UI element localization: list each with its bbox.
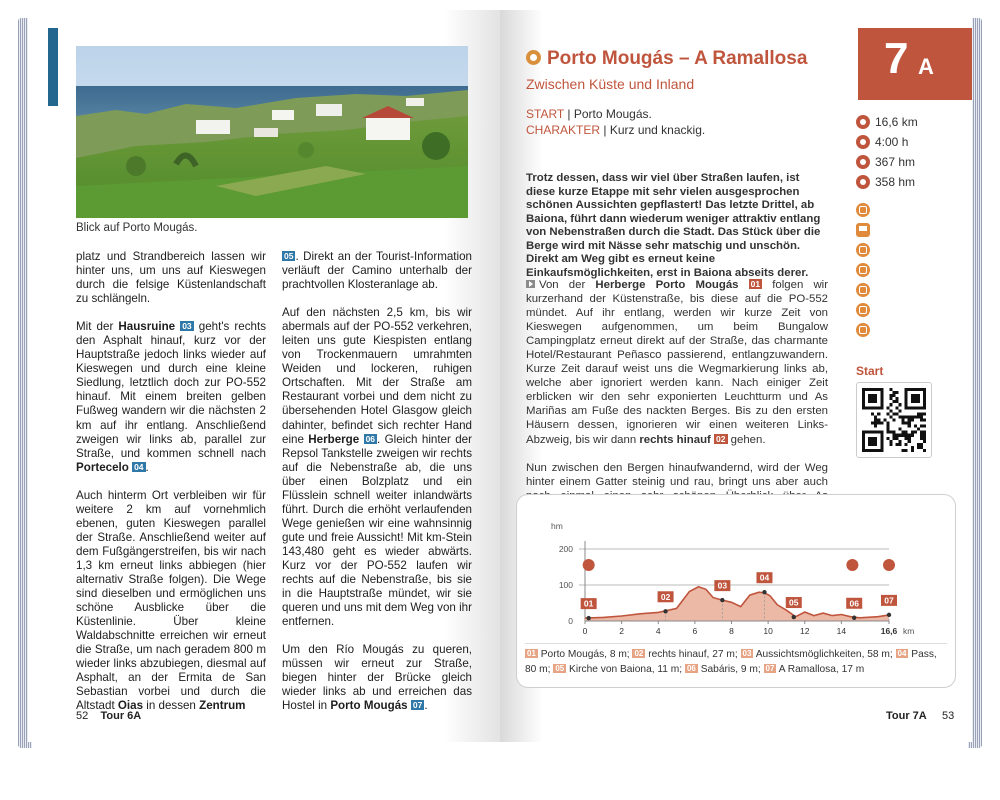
character-value: Kurz und knackig. [609, 123, 706, 137]
paragraph [76, 320, 266, 475]
legend-text: A Ramallosa, 17 m [776, 664, 865, 675]
legend-key: 05 [555, 664, 565, 673]
stat-distance-value: 16,6 km [875, 115, 918, 129]
stat-descent-value: 358 hm [875, 175, 916, 189]
facility-kids [856, 262, 956, 282]
left-column-1 [76, 250, 266, 727]
left-page [28, 10, 500, 742]
page-number-left [76, 710, 141, 722]
facility-restaurant [856, 242, 956, 262]
coast-photo [76, 46, 468, 218]
start-value: Porto Mougás. [573, 107, 652, 121]
page-number-right [886, 710, 954, 722]
paragraph [76, 489, 266, 714]
x-tick-label: 10 [763, 626, 773, 636]
profile-legend [525, 643, 947, 677]
waypoint-badge-label: 04 [759, 572, 770, 583]
x-tick-label: 14 [836, 626, 847, 636]
waypoint-badge-label: 02 [660, 591, 671, 602]
legend-key: 02 [634, 649, 644, 658]
legend-key: 06 [686, 664, 696, 673]
restaurant-pin-icon [846, 559, 858, 571]
text-run: Von der [539, 279, 596, 291]
accommodation-icon [856, 283, 870, 297]
y-tick-label: 200 [558, 544, 573, 554]
waypoint-badge-label: 01 [583, 598, 594, 609]
restaurant-pin-icon [583, 559, 595, 571]
qr-start-label: Start [856, 364, 884, 378]
waypoint-marker: 03 [182, 321, 192, 332]
y-axis-label: hm [551, 521, 563, 531]
photo-caption: Blick auf Porto Mougás. [76, 222, 198, 234]
facility-bicycle [856, 322, 956, 342]
waypoint-dot [852, 616, 856, 620]
stat-duration-value: 4:00 h [875, 135, 909, 149]
text-run: Nun zwischen den Bergen hinaufwandernd, wird der Weg hinter einem Gatter steinig und rau, bringt uns aber auch [526, 461, 828, 488]
descent-icon [856, 175, 870, 189]
stat-distance [856, 114, 956, 134]
legend-text: rechts hinauf, 27 m; [645, 649, 741, 660]
x-tick-label: 0 [582, 626, 588, 636]
elevation-area [585, 587, 889, 621]
legend-key: 04 [897, 649, 907, 658]
facility-accommodation [856, 282, 956, 302]
bicycle-icon [856, 323, 870, 337]
waypoint-dot [792, 615, 796, 619]
restaurant-pin-icon [883, 559, 895, 571]
text-run: . [145, 460, 149, 474]
text-run: . [424, 699, 428, 713]
waypoint-dot [720, 598, 724, 602]
x-tick-label: 16,6 [880, 626, 898, 636]
y-tick-label: 0 [568, 616, 573, 626]
play-icon [526, 280, 535, 288]
right-page [500, 10, 972, 742]
text-run: folgen wir kurzerhand der Küstenstraße, bis diese auf die PO-552 mündet. Auf ihr entlang, werden wir kurze Zeit von Kieswegen aufgenommen, um beim Bungalow Campingplatz erneut direkt auf der Straße, das charmante Hotel/Restaurant Peñasco passierend, entlangzuwandern. Kurze Zeit darauf weist uns die Wegmarkierung links ab, welche aber ignoriert werden kann. Nach einiger Zeit erblicken wir den sehr exponierten Leuchtturm und As Mariñas am Fuße des nackten Berges. Bis zu den ersten Häusern dessen, ignorieren wir einen weiteren Links-Abzweig, bis wir dann [526, 279, 828, 446]
elevation-profile [516, 494, 956, 688]
text-run: Mit der [76, 320, 119, 334]
waypoint-dot [586, 616, 590, 620]
tour-description [526, 278, 828, 531]
stat-ascent [856, 154, 956, 174]
open-book [28, 10, 972, 742]
kids-icon [856, 263, 870, 277]
paragraph [282, 306, 472, 629]
qr-code[interactable] [856, 382, 932, 458]
waypoint-marker: 07 [412, 700, 423, 711]
bold-place-name: Hausruine [118, 320, 176, 334]
legend-text: Kirche von Baiona, 11 m; [566, 664, 685, 675]
text-run: Auf den nächsten 2,5 km, bis wir abermals auf der PO-552 verkehren, leiten uns gute Kiespisten entlang von Trockenmauern umrahmten Weiden und lockeren, ruhigen Ortschaften. Mit der Straße am Restaurant vorbei und dem nicht zu übersehenden Hotel Glasgow gleich dahinter, befindet sich rechter Hand eine [282, 306, 472, 446]
bus-icon [856, 223, 870, 237]
paragraph [282, 250, 472, 292]
text-run: platz und Strandbereich lassen wir hinter uns, um uns auf Kieswegen durch die felsige Küstenlandschaft zu schlängeln. [76, 250, 266, 306]
left-column-2 [282, 250, 472, 727]
waypoint-badge-label: 06 [849, 598, 859, 609]
text-run: geht's rechts den Asphalt hinauf, kurz vor der Hauptstraße jedoch links wieder auf Kieswegen und durch eine kleine Siedlung, letztlich doch zur PO-552 hinauf. Mit einem breiten gelben Fußweg wandern wir die nächsten 2 km auf ihr entlang. Anschließend zweigen wir links ab, parallel zur Straße, und kommen schnell nach [76, 320, 266, 460]
facility-parking [856, 202, 956, 222]
text-run [738, 279, 748, 291]
waypoint-marker: 01 [750, 279, 761, 289]
waypoint-badge-label: 03 [717, 580, 728, 591]
x-tick-label: 12 [800, 626, 810, 636]
paragraph [282, 643, 472, 713]
x-tick-label: 2 [619, 626, 624, 636]
start-key: START [526, 107, 565, 121]
tour-intro: Trotz dessen, dass wir viel über Straßen laufen, ist diese kurze Etappe mit sehr vielen ausgesprochen schönen Aussichten gepflastert! Das letzte Drittel, ab Baiona, führt dann wiederum weniger attraktiv entlang von Nebenstraßen durch die Stadt. Das Stück über die Berge wird mit Nässe sehr matschig und unschön. Direkt am Weg gibt es erneut keine Einkaufsmöglichkeiten, erst in Baiona abseits derer. [526, 172, 821, 279]
tour-stats [856, 114, 956, 342]
page-number: 53 [942, 710, 955, 722]
page-number: 52 [76, 710, 89, 722]
clock-icon [856, 135, 870, 149]
legend-text: Porto Mougás, 8 m; [537, 649, 633, 660]
x-axis-unit: km [903, 626, 915, 636]
waypoint-dot [887, 613, 891, 617]
facility-bus [856, 222, 956, 242]
tour-label: Tour 7A [886, 710, 927, 722]
waypoint-badge-label: 07 [884, 595, 894, 606]
paragraph [76, 250, 266, 306]
tour-title [526, 48, 807, 70]
waypoint-dot [663, 609, 667, 613]
text-run: gehen. [727, 433, 766, 446]
tab-number: 7 [884, 34, 909, 83]
y-tick-label: 100 [558, 580, 573, 590]
tour-label: Tour 6A [100, 710, 142, 722]
waypoint-marker: 05 [284, 251, 294, 261]
stat-ascent-value: 367 hm [875, 155, 916, 169]
text-run: . Gleich hinter der Repsol Tankstelle zweigen wir rechts auf die Nebenstraße ab, die uns über einen Bolzplatz und ein Flüsslein schnell weiter inlandwärts führt. Durch die erhöht verlaufenden Wege genießen wir eine wahnsinnig gute und freie Aussicht! Mit km-Stein 143,480 geht es wieder abwärts. Kurz vor der PO-552 laufen wir rechts auf die Nebenstraße, bis sie in die Hauptstraße mündet, wir sie queren und uns mit dem Weg von ihr entfernen. [282, 432, 472, 629]
bold-place-name: Oias [117, 699, 144, 713]
legend-text: Pass, 80 m; [525, 649, 937, 675]
waypoint-marker: 06 [365, 433, 376, 444]
bold-place-name: Herberge [308, 432, 360, 446]
facility-sight [856, 302, 956, 322]
text-run: Um den Río Mougás zu queren, müssen wir erneut zur Straße, biegen hinter der Brücke gleich wieder links ab und erreichen das Hostel in [282, 643, 472, 713]
distance-icon [856, 115, 870, 129]
route-marker-icon [526, 50, 541, 65]
text-run: in dessen [143, 699, 200, 713]
bold-place-name: Zentrum [199, 699, 246, 713]
tour-meta: START | Porto Mougás. CHARAKTER | Kurz und knackig. [526, 107, 706, 137]
legend-text: Sabáris, 9 m; [697, 664, 764, 675]
legend-key: 07 [765, 664, 775, 673]
waypoint-badge-label: 05 [789, 597, 799, 608]
chapter-color-bar [48, 28, 58, 106]
bold-place-name: rechts hinauf [639, 433, 711, 446]
legend-key: 03 [742, 649, 752, 658]
tour-number-tab [858, 28, 972, 100]
waypoint-marker: 02 [716, 433, 726, 444]
x-tick-label: 8 [729, 626, 734, 636]
legend-text: Aussichtsmöglichkeiten, 58 m; [753, 649, 896, 660]
tour-title-text: Porto Mougás – A Ramallosa [547, 48, 808, 69]
restaurant-icon [856, 243, 870, 257]
waypoint-dot [762, 590, 766, 594]
x-tick-label: 6 [692, 626, 698, 636]
legend-key: 01 [527, 649, 536, 658]
stat-duration [856, 134, 956, 154]
ascent-icon [856, 155, 870, 169]
text-run: Auch hinterm Ort verbleiben wir für weitere 2 km auf vornehmlich ebenen, guten Kieswegen parallel der Straße. Anschließend weiter auf dem Fußgängerstreifen, bis wir nach 1,3 km erneut links abbiegen (hier alternativ Straße folgen). Die Wege sind dieselben und ermöglichen uns schöne Ausblicke über die Küstenlinie. Über kleine Waldabschnitte erreichen wir erneut die Straße, um nach geradem 800 m wieder links abzubiegen, diesmal auf Asphalt, an der Ermita de San Sebastian vorbei und durch die Altstadt [76, 488, 266, 713]
stat-descent [856, 174, 956, 194]
bold-place-name: Portecelo [76, 460, 129, 474]
sight-icon [856, 303, 870, 317]
text-run: . Direkt an der Tourist-Information verläuft der Camino unterhalb der prachtvollen Klosteranlage ab. [282, 250, 472, 292]
bold-place-name: Porto Mougás [330, 699, 408, 713]
parking-icon [856, 203, 870, 217]
paragraph [526, 278, 828, 447]
x-tick-label: 4 [655, 626, 661, 636]
character-key: CHARAKTER [526, 123, 601, 137]
tab-letter: A [918, 54, 934, 79]
waypoint-marker: 04 [134, 461, 144, 472]
tour-subtitle: Zwischen Küste und Inland [526, 76, 695, 92]
bold-place-name: Herberge Porto Mougás [595, 279, 739, 291]
